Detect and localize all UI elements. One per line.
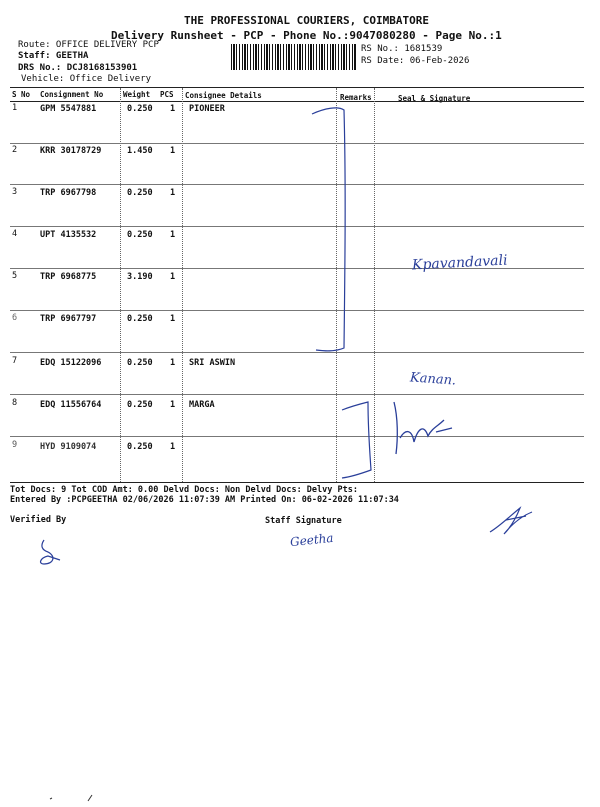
scribble-signature-corner (486, 502, 536, 541)
staff-label: Staff: GEETHA (18, 51, 89, 61)
col-header-remarks: Remarks (340, 93, 372, 102)
cell-pcs: 1 (170, 358, 176, 368)
cell-pcs: 1 (170, 442, 176, 452)
company-title: THE PROFESSIONAL COURIERS, COIMBATORE (184, 14, 430, 27)
col-header-weight: Weight (123, 90, 151, 99)
cell-weight: 0.250 (127, 358, 153, 368)
cell-consignee: PIONEER (189, 104, 225, 114)
col-header-sno: S No (12, 90, 31, 99)
table-top-rule (10, 87, 584, 88)
row-rule (10, 226, 584, 227)
table-header-rule (10, 101, 584, 102)
handwritten-staff-signature: Geetha (289, 530, 335, 550)
rs-number: RS No.: 1681539 (361, 44, 443, 54)
cell-weight: 0.250 (127, 230, 153, 240)
cell-pcs: 1 (170, 104, 176, 114)
vehicle-label: Vehicle: Office Delivery (21, 74, 152, 84)
totals-line: Tot Docs: 9 Tot COD Amt: 0.00 Delvd Docs: Non Delvd Docs: Delvy Pts: (10, 485, 358, 495)
cell-sno: 5 (12, 271, 18, 281)
cell-consignment: TRP 6967797 (40, 314, 97, 324)
handwritten-signature-row5: Kpavandavali (411, 252, 508, 274)
cell-sno: 1 (12, 103, 18, 113)
barcode-image (231, 44, 357, 70)
cell-consignment: TRP 6967798 (40, 188, 97, 198)
cell-pcs: 1 (170, 230, 176, 240)
entered-by-line: Entered By :PCPGEETHA 02/06/2026 11:07:39 AM Printed On: 06-02-2026 11:07:34 (10, 495, 399, 505)
cell-consignment: EDQ 11556764 (40, 400, 102, 410)
route-label: Route: OFFICE DELIVERY PCP (18, 40, 159, 50)
row-rule (10, 352, 584, 353)
cell-consignment: HYD 9109074 (40, 442, 97, 452)
cell-consignment: EDQ 15122096 (40, 358, 102, 368)
cell-sno: 7 (12, 356, 18, 366)
cell-consignment: TRP 6968775 (40, 272, 97, 282)
runsheet-title: Delivery Runsheet - PCP - Phone No.:9047080280 - Page No.:1 (111, 29, 502, 42)
stray-mark (48, 788, 98, 807)
drs-number: DRS No.: DCJ8168153901 (18, 63, 138, 73)
bracket-signature (310, 104, 350, 358)
row-rule (10, 143, 584, 144)
cell-sno: 3 (12, 187, 18, 197)
row-rule (10, 436, 584, 437)
cell-consignment: UPT 4135532 (40, 230, 97, 240)
cell-weight: 0.250 (127, 442, 153, 452)
cell-consignee: MARGA (189, 400, 215, 410)
col-header-consignment: Consignment No (40, 90, 104, 99)
cell-pcs: 1 (170, 314, 176, 324)
cell-sno: 4 (12, 229, 18, 239)
cell-consignment: KRR 30178729 (40, 146, 102, 156)
cell-sno: 8 (12, 398, 18, 408)
cell-consignment: GPM 5547881 (40, 104, 97, 114)
row-rule (10, 310, 584, 311)
rs-date: RS Date: 06-Feb-2026 (361, 56, 470, 66)
cell-sno: 9 (12, 440, 18, 450)
cell-weight: 3.190 (127, 272, 153, 282)
cell-weight: 0.250 (127, 314, 153, 324)
cell-consignee: SRI ASWIN (189, 358, 236, 368)
handwritten-signature-row7: Kanan. (409, 370, 457, 389)
col-header-seal: Seal & Signature (398, 94, 471, 103)
cell-weight: 1.450 (127, 146, 153, 156)
row-rule (10, 394, 584, 395)
cell-sno: 2 (12, 145, 18, 155)
col-header-consignee: Consignee Details (185, 91, 262, 100)
cell-pcs: 1 (170, 146, 176, 156)
cell-pcs: 1 (170, 272, 176, 282)
bracket-signature (338, 400, 378, 484)
scribble-signature-row8 (388, 398, 458, 462)
table-bottom-rule (10, 482, 584, 483)
col-header-pcs: PCS (160, 90, 174, 99)
col-divider (120, 88, 121, 482)
cell-pcs: 1 (170, 188, 176, 198)
staff-signature-label: Staff Signature (265, 516, 342, 526)
row-rule (10, 184, 584, 185)
verified-by-label: Verified By (10, 515, 67, 525)
scribble-signature-verified (36, 538, 66, 572)
cell-sno: 6 (12, 313, 18, 323)
col-divider (182, 88, 183, 482)
cell-weight: 0.250 (127, 400, 153, 410)
cell-weight: 0.250 (127, 188, 153, 198)
cell-weight: 0.250 (127, 104, 153, 114)
cell-pcs: 1 (170, 400, 176, 410)
